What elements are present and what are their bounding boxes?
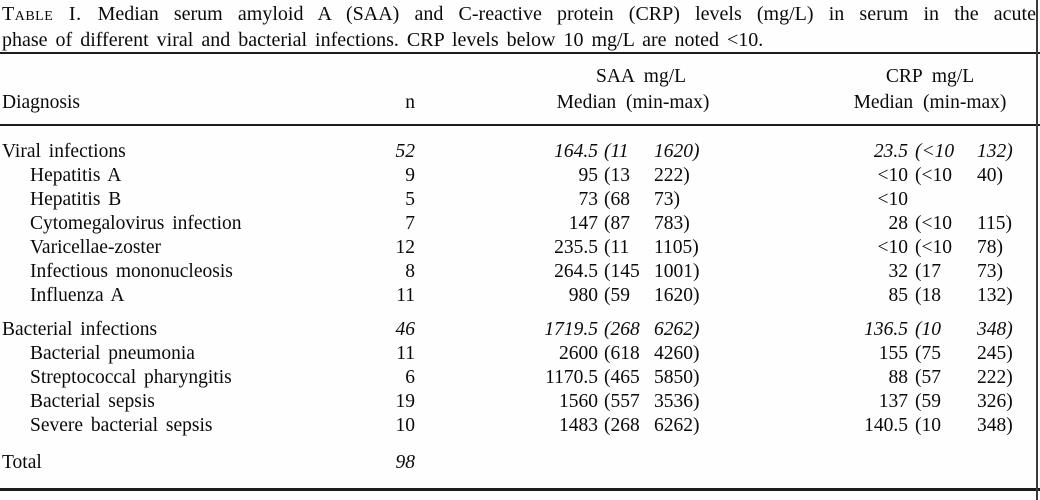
column-header-n: n (405, 92, 415, 113)
diagnosis-cell: Bacterial sepsis (30, 391, 155, 412)
saa-median-cell: 1560 (559, 391, 598, 412)
crp-median-cell: <10 (877, 237, 908, 258)
n-cell: 46 (395, 319, 415, 340)
table-row-hepatitis-b (0, 188, 1040, 212)
crp-median-cell: 155 (878, 343, 908, 364)
n-cell: 19 (395, 391, 415, 412)
saa-median-cell: 164.5 (554, 141, 598, 162)
diagnosis-cell: Hepatitis A (30, 165, 122, 186)
bottom-rule (0, 488, 1040, 491)
crp-min-cell: (<10 (915, 213, 952, 234)
column-header-crp: CRP mg/L (885, 66, 975, 87)
saa-median-cell: 1483 (559, 415, 598, 436)
crp-median-cell: 23.5 (873, 141, 908, 162)
caption-line-2: phase of different viral and bacterial infections. CRP levels below 10 mg/L are noted <10. (2, 29, 764, 51)
saa-max-cell: 5850) (654, 367, 700, 388)
saa-min-cell (598, 451, 654, 475)
crp-min-cell: (59 (915, 391, 941, 412)
saa-min-cell: (11 (604, 237, 630, 258)
diagnosis-cell: Severe bacterial sepsis (30, 415, 213, 436)
header-rule (0, 124, 1040, 126)
n-cell: 6 (405, 367, 415, 388)
saa-median-cell: 95 (578, 165, 598, 186)
crp-median-cell: <10 (877, 165, 908, 186)
crp-max-cell: 326) (977, 391, 1013, 412)
table-row-varicellae-zoster (0, 236, 1040, 260)
crp-min-cell: (10 (915, 415, 941, 436)
n-cell: 5 (405, 189, 415, 210)
saa-max-cell: 6262) (654, 319, 700, 340)
column-header-saa-median: Median (min-max) (556, 92, 710, 113)
saa-median-cell: 2600 (559, 343, 598, 364)
saa-max-cell (654, 451, 790, 475)
total-n-cell: 98 (395, 452, 415, 473)
n-cell: 9 (405, 165, 415, 186)
crp-max-cell: 115) (977, 213, 1013, 234)
crp-min-cell (908, 451, 977, 475)
table-row-bacterial-infections (0, 318, 1040, 342)
caption-line-1 (2, 1, 1036, 27)
crp-min-cell: (75 (915, 343, 941, 364)
crp-max-cell (977, 451, 1040, 475)
top-rule (0, 52, 1040, 54)
saa-median-cell: 1719.5 (544, 319, 598, 340)
table-row-total (0, 451, 1040, 475)
table-row-bacterial-pneumonia (0, 342, 1040, 366)
table-caption (2, 1, 1036, 53)
crp-max-cell: 348) (977, 415, 1013, 436)
crp-min-cell: (<10 (915, 237, 952, 258)
crp-max-cell: 132) (977, 285, 1013, 306)
saa-max-cell: 222) (654, 165, 690, 186)
diagnosis-cell: Cytomegalovirus infection (30, 213, 242, 234)
table-row-cytomegalovirus (0, 212, 1040, 236)
crp-median-cell: 32 (888, 261, 908, 282)
table-row-streptococcal-pharyngitis (0, 366, 1040, 390)
page-scan-edge-line (1036, 0, 1038, 500)
crp-max-cell: 132) (977, 141, 1013, 162)
crp-median-cell: 85 (888, 285, 908, 306)
table-row-influenza-a (0, 284, 1040, 308)
crp-max-cell: 73) (977, 261, 1003, 282)
saa-median-cell (415, 451, 598, 475)
crp-min-cell: (<10 (915, 165, 952, 186)
saa-median-cell: 73 (578, 189, 598, 210)
n-cell: 12 (395, 237, 415, 258)
diagnosis-cell: Bacterial pneumonia (30, 343, 195, 364)
saa-median-cell: 147 (568, 213, 598, 234)
crp-min-cell: (10 (915, 319, 941, 340)
saa-min-cell: (268 (604, 415, 640, 436)
total-label: Total (2, 452, 42, 473)
caption-text-1: Median serum amyloid A (SAA) and C-reactive protein (CRP) levels (mg/L) in serum in the acute (97, 3, 1036, 25)
saa-max-cell: 783) (654, 213, 690, 234)
crp-median-cell: <10 (877, 189, 908, 210)
crp-max-cell (977, 188, 1040, 212)
saa-max-cell: 4260) (654, 343, 700, 364)
crp-max-cell: 222) (977, 367, 1013, 388)
table-row-bacterial-sepsis (0, 390, 1040, 414)
diagnosis-cell: Varicellae-zoster (30, 237, 161, 258)
saa-min-cell: (618 (604, 343, 640, 364)
saa-min-cell: (465 (604, 367, 640, 388)
saa-min-cell: (87 (604, 213, 630, 234)
diagnosis-cell: Hepatitis B (30, 189, 122, 210)
saa-min-cell: (68 (604, 189, 630, 210)
diagnosis-cell: Influenza A (30, 285, 125, 306)
table-row-infectious-mononucleosis (0, 260, 1040, 284)
crp-median-cell: 28 (888, 213, 908, 234)
crp-median-cell: 140.5 (864, 415, 908, 436)
saa-min-cell: (11 (604, 141, 629, 162)
crp-max-cell: 348) (977, 319, 1013, 340)
saa-max-cell: 1001) (654, 261, 700, 282)
table-row-viral-infections (0, 140, 1040, 164)
table-number-label: Table I. (2, 3, 82, 25)
crp-min-cell: (<10 (915, 141, 955, 162)
table-row-hepatitis-a (0, 164, 1040, 188)
column-header-diagnosis: Diagnosis (2, 92, 80, 113)
crp-min-cell: (57 (915, 367, 941, 388)
table-row-severe-bacterial-sepsis (0, 414, 1040, 438)
crp-min-cell: (17 (915, 261, 941, 282)
n-cell: 11 (396, 285, 415, 306)
crp-min-cell: (18 (915, 285, 941, 306)
n-cell: 11 (396, 343, 415, 364)
crp-max-cell: 78) (977, 237, 1003, 258)
crp-max-cell: 245) (977, 343, 1013, 364)
saa-min-cell: (557 (604, 391, 640, 412)
saa-median-cell: 264.5 (554, 261, 598, 282)
diagnosis-cell: Bacterial infections (2, 319, 158, 340)
saa-max-cell: 1620) (654, 285, 700, 306)
diagnosis-cell: Infectious mononucleosis (30, 261, 233, 282)
crp-min-cell (908, 188, 977, 212)
crp-median-cell: 88 (888, 367, 908, 388)
diagnosis-cell: Streptococcal pharyngitis (30, 367, 232, 388)
saa-min-cell: (59 (604, 285, 630, 306)
saa-max-cell: 73) (654, 189, 680, 210)
n-cell: 10 (395, 415, 415, 436)
saa-min-cell: (268 (604, 319, 640, 340)
n-cell: 52 (395, 141, 415, 162)
saa-min-cell: (145 (604, 261, 640, 282)
column-header-saa: SAA mg/L (595, 66, 687, 87)
crp-median-cell: 136.5 (864, 319, 908, 340)
saa-median-cell: 980 (568, 285, 598, 306)
crp-median-cell (790, 451, 908, 475)
saa-median-cell: 235.5 (554, 237, 598, 258)
n-cell: 7 (405, 213, 415, 234)
crp-median-cell: 137 (878, 391, 908, 412)
column-header-crp-median: Median (min-max) (853, 92, 1007, 113)
crp-max-cell: 40) (977, 165, 1003, 186)
saa-max-cell: 3536) (654, 391, 700, 412)
saa-max-cell: 1620) (654, 141, 700, 162)
saa-min-cell: (13 (604, 165, 630, 186)
diagnosis-cell: Viral infections (2, 141, 126, 162)
saa-max-cell: 1105) (654, 237, 699, 258)
saa-max-cell: 6262) (654, 415, 700, 436)
saa-median-cell: 1170.5 (545, 367, 598, 388)
n-cell: 8 (405, 261, 415, 282)
table-body (0, 140, 1040, 475)
